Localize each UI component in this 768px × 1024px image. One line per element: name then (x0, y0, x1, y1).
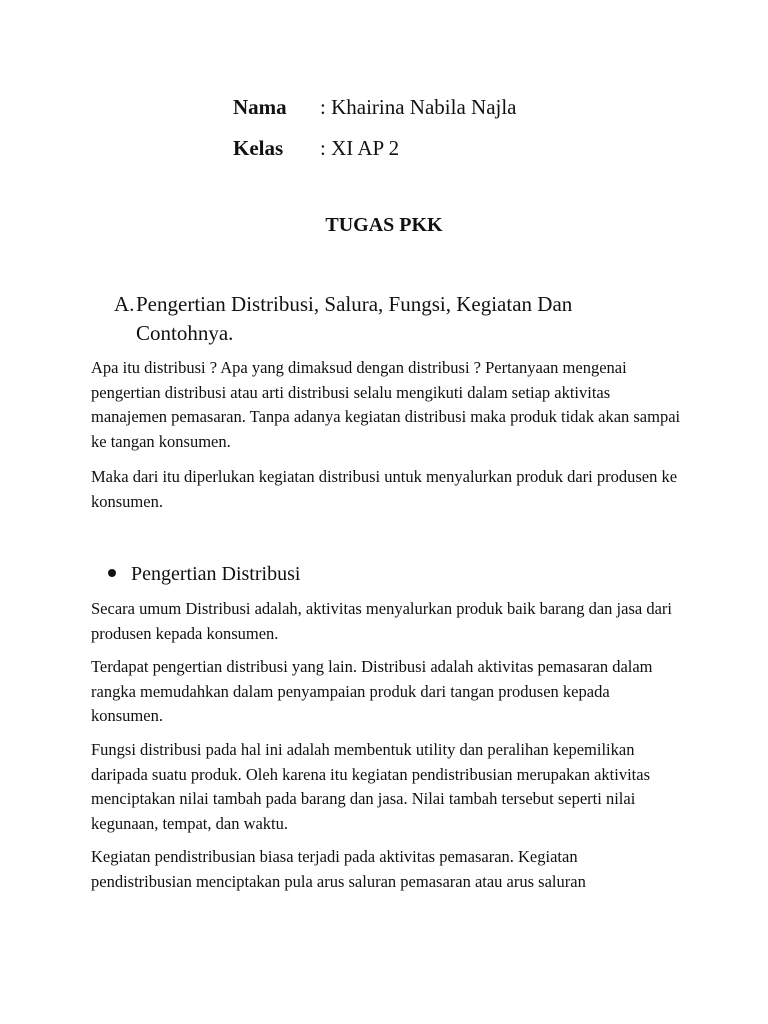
name-label: Nama (233, 95, 287, 119)
body-paragraph-2: Terdapat pengertian distribusi yang lain. Distribusi adalah aktivitas pemasaran dalam rangka memudahkan dalam penyampaian produk dari tangan produsen kepada konsumen. (91, 657, 653, 725)
name-value: : Khairina Nabila Najla (320, 95, 517, 119)
section-a-heading (114, 290, 674, 348)
class-value: : XI AP 2 (320, 136, 400, 160)
subsection-title: Pengertian Distribusi (131, 563, 301, 585)
body-paragraph-4: Kegiatan pendistribusian biasa terjadi pada aktivitas pemasaran. Kegiatan pendistribusian menciptakan pula arus saluran pemasaran atau arus saluran (91, 847, 586, 891)
class-label: Kelas (233, 136, 284, 160)
section-a-title: Pengertian Distribusi, Salura, Fungsi, Kegiatan Dan Contohnya. (136, 292, 573, 345)
document-title: TUGAS PKK (325, 214, 443, 236)
body-paragraph-1: Secara umum Distribusi adalah, aktivitas menyalurkan produk baik barang dan jasa dari produsen kepada konsumen. (91, 599, 672, 643)
intro-paragraph-2: Maka dari itu diperlukan kegiatan distribusi untuk menyalurkan produk dari produsen ke konsumen. (91, 467, 678, 511)
intro-paragraph-1: Apa itu distribusi ? Apa yang dimaksud dengan distribusi ? Pertanyaan mengenai pengertian distribusi atau arti distribusi selalu mengikuti dalam setiap aktivitas manajemen pemasaran. Tanpa adanya kegiatan distribusi maka produk tidak akan sampai ke tangan konsumen. (91, 358, 681, 451)
subsection-heading (108, 560, 300, 588)
name-row (233, 94, 517, 120)
section-a-marker: A. (114, 292, 135, 316)
body-paragraph-3: Fungsi distribusi pada hal ini adalah membentuk utility dan peralihan kepemilikan daripada suatu produk. Oleh karena itu kegiatan pendistribusian merupakan aktivitas menciptakan nilai tambah pada barang dan jasa. Nilai tambah tersebut seperti nilai kegunaan, tempat, dan waktu. (91, 740, 650, 833)
bullet-icon (108, 569, 116, 577)
class-row (233, 135, 399, 161)
